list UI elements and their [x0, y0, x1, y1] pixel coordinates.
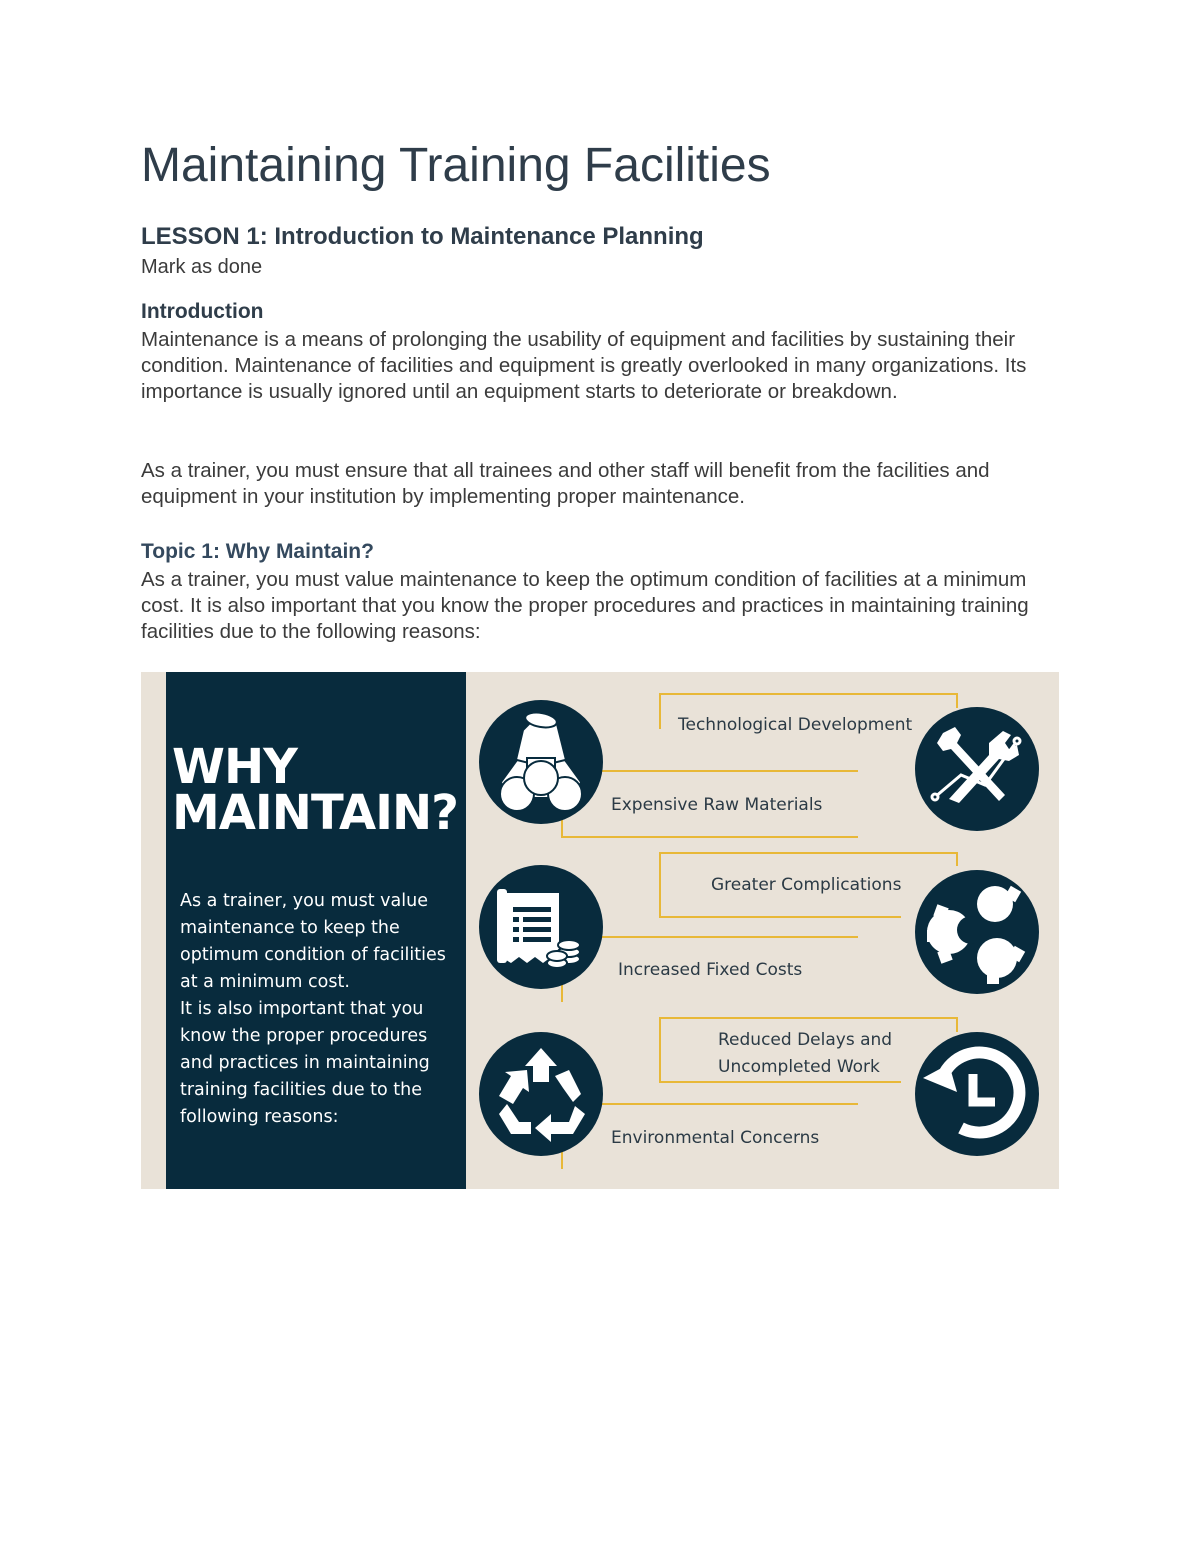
label-environmental-concerns: Environmental Concerns: [611, 1128, 820, 1148]
intro-paragraph-2: As a trainer, you must ensure that all trainees and other staff will benefit from the facilities and equipment in your institution by implementing proper maintenance.: [141, 459, 990, 508]
introduction-heading: Introduction: [141, 300, 264, 323]
label-increased-fixed-costs: Increased Fixed Costs: [618, 960, 803, 980]
why-maintain-infographic: [141, 672, 1059, 1189]
panel-text-line: and practices in maintaining: [180, 1053, 430, 1073]
page-title: Maintaining Training Facilities: [141, 139, 771, 192]
panel-text-line: training facilities due to the: [180, 1080, 423, 1100]
label-greater-complications: Greater Complications: [711, 875, 902, 895]
panel-text-line: As a trainer, you must value: [180, 891, 428, 911]
topic-heading: Topic 1: Why Maintain?: [141, 540, 374, 563]
panel-text-line: maintenance to keep the: [180, 918, 400, 938]
infographic-title-line-1: WHY: [172, 739, 297, 795]
lesson-heading: LESSON 1: Introduction to Maintenance Planning: [141, 223, 704, 250]
infographic-title-line-2: MAINTAIN?: [172, 785, 458, 841]
panel-text-line: It is also important that you: [180, 999, 424, 1019]
label-technological-development: Technological Development: [678, 715, 913, 735]
intro-paragraph-1: Maintenance is a means of prolonging the usability of equipment and facilities by sustaining their condition. Maintenance of facilities and equipment is greatly overlooked in many organizations. Its importance is usually ignored until an equipment starts to deteriorate or breakdown.: [141, 328, 1027, 403]
panel-text-line: optimum condition of facilities: [180, 945, 446, 965]
budget-document-icon: [477, 863, 605, 991]
mark-as-done-link[interactable]: Mark as done: [141, 256, 263, 278]
label-expensive-raw-materials: Expensive Raw Materials: [611, 795, 823, 815]
label-reduced-delays-line-2: Uncompleted Work: [718, 1057, 880, 1077]
recycle-icon: [477, 1030, 605, 1158]
panel-text-line: following reasons:: [180, 1107, 339, 1127]
panel-text-line: know the proper procedures: [180, 1026, 428, 1046]
pipes-icon: [477, 698, 605, 826]
gear-icon: [913, 868, 1041, 996]
topic-paragraph: As a trainer, you must value maintenance to keep the optimum condition of facilities at a minimum cost. It is also important that you know the proper procedures and practices in maintaining training facilities due to the following reasons:: [141, 568, 1029, 643]
tools-chart-icon: [913, 705, 1041, 833]
clock-history-icon: [913, 1030, 1041, 1158]
panel-text-line: at a minimum cost.: [180, 972, 350, 992]
label-reduced-delays-line-1: Reduced Delays and: [718, 1030, 893, 1050]
